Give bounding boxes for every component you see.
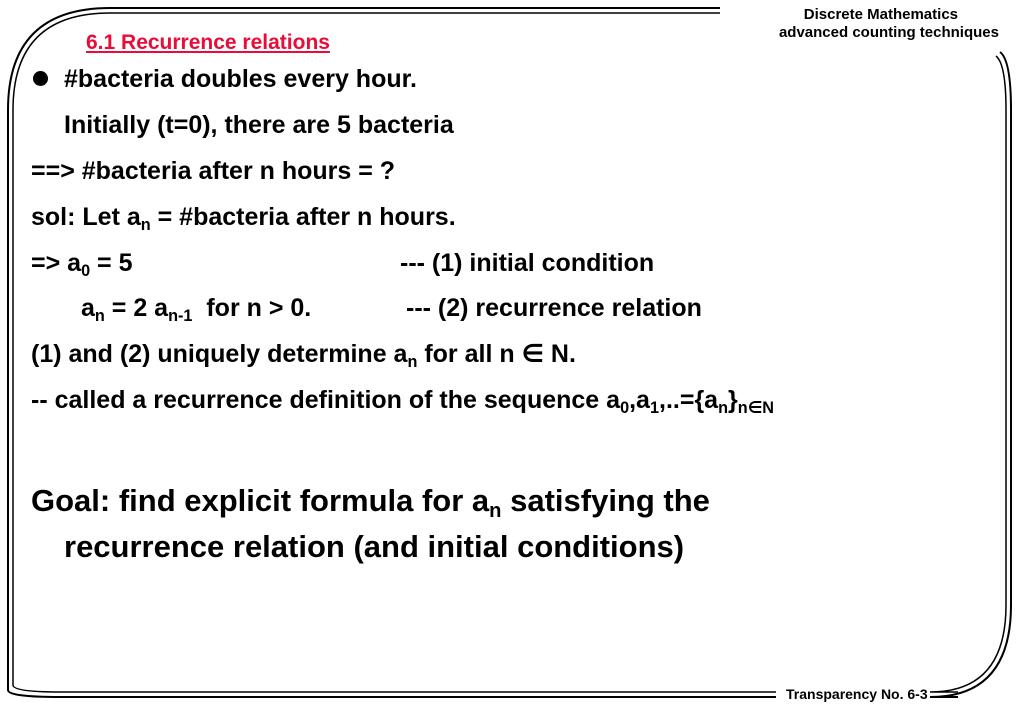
- subscript: n: [94, 306, 105, 325]
- subscript: 0: [620, 398, 630, 417]
- text: => a: [31, 249, 82, 277]
- text: = 2 a: [104, 294, 169, 322]
- line-uniquely-determine: [31, 339, 576, 369]
- text: for all n ∈ N.: [417, 340, 576, 368]
- text: a: [81, 294, 95, 322]
- bullet-dot-icon: [33, 71, 48, 86]
- text: Goal: find explicit formula for a: [31, 483, 490, 518]
- subscript: n: [489, 500, 502, 523]
- text: ,..={a: [659, 386, 719, 414]
- subscript: n∈N: [737, 398, 774, 417]
- frame-right-inner: [930, 56, 1006, 692]
- subscript: 0: [81, 261, 91, 280]
- frame-right-outer: [930, 52, 1011, 697]
- subscript: 1: [649, 398, 660, 417]
- text: for n > 0.: [192, 294, 312, 322]
- subscript: n: [718, 398, 729, 417]
- line-recurrence-definition: [31, 385, 774, 415]
- line-initial-condition-lhs: [31, 248, 133, 278]
- text: = #bacteria after n hours.: [150, 203, 456, 231]
- subscript: n: [140, 215, 151, 234]
- text: (1) and (2) uniquely determine a: [31, 340, 408, 368]
- text: = 5: [90, 249, 133, 277]
- line-initially: Initially (t=0), there are 5 bacteria: [64, 111, 454, 139]
- text: -- called a recurrence definition of the sequence a: [31, 386, 621, 414]
- subscript: n: [407, 352, 418, 371]
- line-solution: [31, 202, 456, 232]
- line-initial-condition-label: --- (1) initial condition: [400, 249, 655, 277]
- text: ,a: [629, 386, 650, 414]
- header-course: Discrete Mathematics: [803, 6, 958, 23]
- text: sol: Let a: [31, 203, 141, 231]
- line-goal-continued: recurrence relation (and initial conditions): [64, 529, 685, 564]
- header-topic: advanced counting techniques: [778, 24, 999, 41]
- text: }: [728, 386, 738, 414]
- footer-transparency-number: Transparency No. 6-3: [786, 686, 928, 702]
- line-recurrence-lhs: [81, 293, 311, 323]
- line-goal: [31, 483, 710, 523]
- subscript: n-1: [168, 306, 193, 325]
- line-bacteria-doubles: #bacteria doubles every hour.: [64, 65, 417, 93]
- line-recurrence-label: --- (2) recurrence relation: [406, 294, 702, 322]
- line-question: ==> #bacteria after n hours = ?: [31, 157, 396, 185]
- section-title: 6.1 Recurrence relations: [86, 31, 330, 54]
- text: satisfying the: [501, 483, 710, 518]
